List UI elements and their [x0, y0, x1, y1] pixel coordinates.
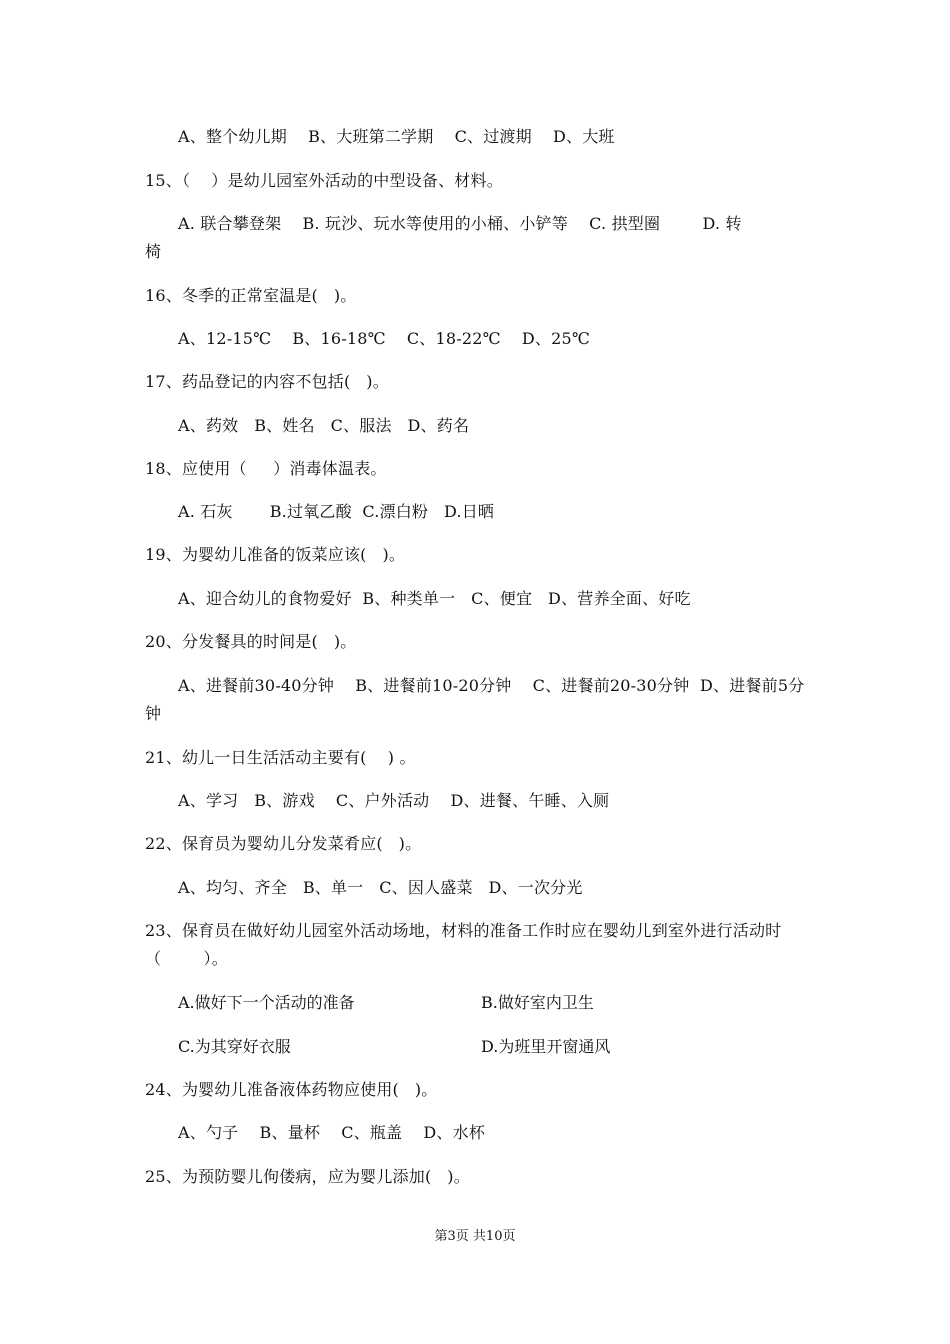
- q18-options: A. 石灰 B.过氧乙酸 C.漂白粉 D.日晒: [178, 502, 495, 521]
- q23-option-b: B.做好室内卫生: [481, 993, 594, 1012]
- q22-question: 22、保育员为婴幼儿分发菜肴应( )。: [145, 834, 422, 853]
- q23-option-c: C.为其穿好衣服: [178, 1037, 291, 1056]
- q15-question: 15、（ ）是幼儿园室外活动的中型设备、材料。: [145, 171, 503, 190]
- q15-options: A. 联合攀登架 B. 玩沙、玩水等使用的小桶、小铲等 C. 拱型圈 D. 转: [178, 214, 742, 233]
- q14-options: A、整个幼儿期 B、大班第二学期 C、过渡期 D、大班: [178, 127, 615, 146]
- q17-options: A、药效 B、姓名 C、服法 D、药名: [178, 416, 470, 435]
- q16-question: 16、冬季的正常室温是( )。: [145, 286, 357, 305]
- q24-question: 24、为婴幼儿准备液体药物应使用( )。: [145, 1080, 438, 1099]
- q20-options: A、进餐前30-40分钟 B、进餐前10-20分钟 C、进餐前20-30分钟 D、进餐前5分: [178, 676, 805, 695]
- q20-question: 20、分发餐具的时间是( )。: [145, 632, 357, 651]
- q21-options: A、学习 B、游戏 C、户外活动 D、进餐、午睡、入厕: [178, 791, 610, 810]
- q19-options: A、迎合幼儿的食物爱好 B、种类单一 C、便宜 D、营养全面、好吃: [178, 589, 691, 608]
- q23-option-a: A.做好下一个活动的准备: [178, 993, 355, 1012]
- q23-question: 23、保育员在做好幼儿园室外活动场地，材料的准备工作时应在婴幼儿到室外进行活动时: [145, 921, 782, 940]
- q15-options-wrap: 椅: [145, 242, 162, 261]
- q24-options: A、勺子 B、量杯 C、瓶盖 D、水杯: [178, 1123, 486, 1142]
- q16-options: A、12-15℃ B、16-18℃ C、18-22℃ D、25℃: [178, 329, 590, 348]
- q23-option-d: D.为班里开窗通风: [481, 1037, 611, 1056]
- page-footer: 第3页 共10页: [434, 1229, 516, 1244]
- q21-question: 21、幼儿一日生活活动主要有( ) 。: [145, 748, 416, 767]
- q25-question: 25、为预防婴儿佝偻病，应为婴儿添加( )。: [145, 1167, 470, 1186]
- q20-options-wrap: 钟: [145, 704, 162, 723]
- q19-question: 19、为婴幼儿准备的饭菜应该( )。: [145, 545, 406, 564]
- q18-question: 18、应使用（ ）消毒体温表。: [145, 459, 387, 478]
- q17-question: 17、药品登记的内容不包括( )。: [145, 372, 389, 391]
- q23-question-wrap: （ ）。: [145, 949, 228, 968]
- q22-options: A、均匀、齐全 B、单一 C、因人盛菜 D、一次分光: [178, 878, 583, 897]
